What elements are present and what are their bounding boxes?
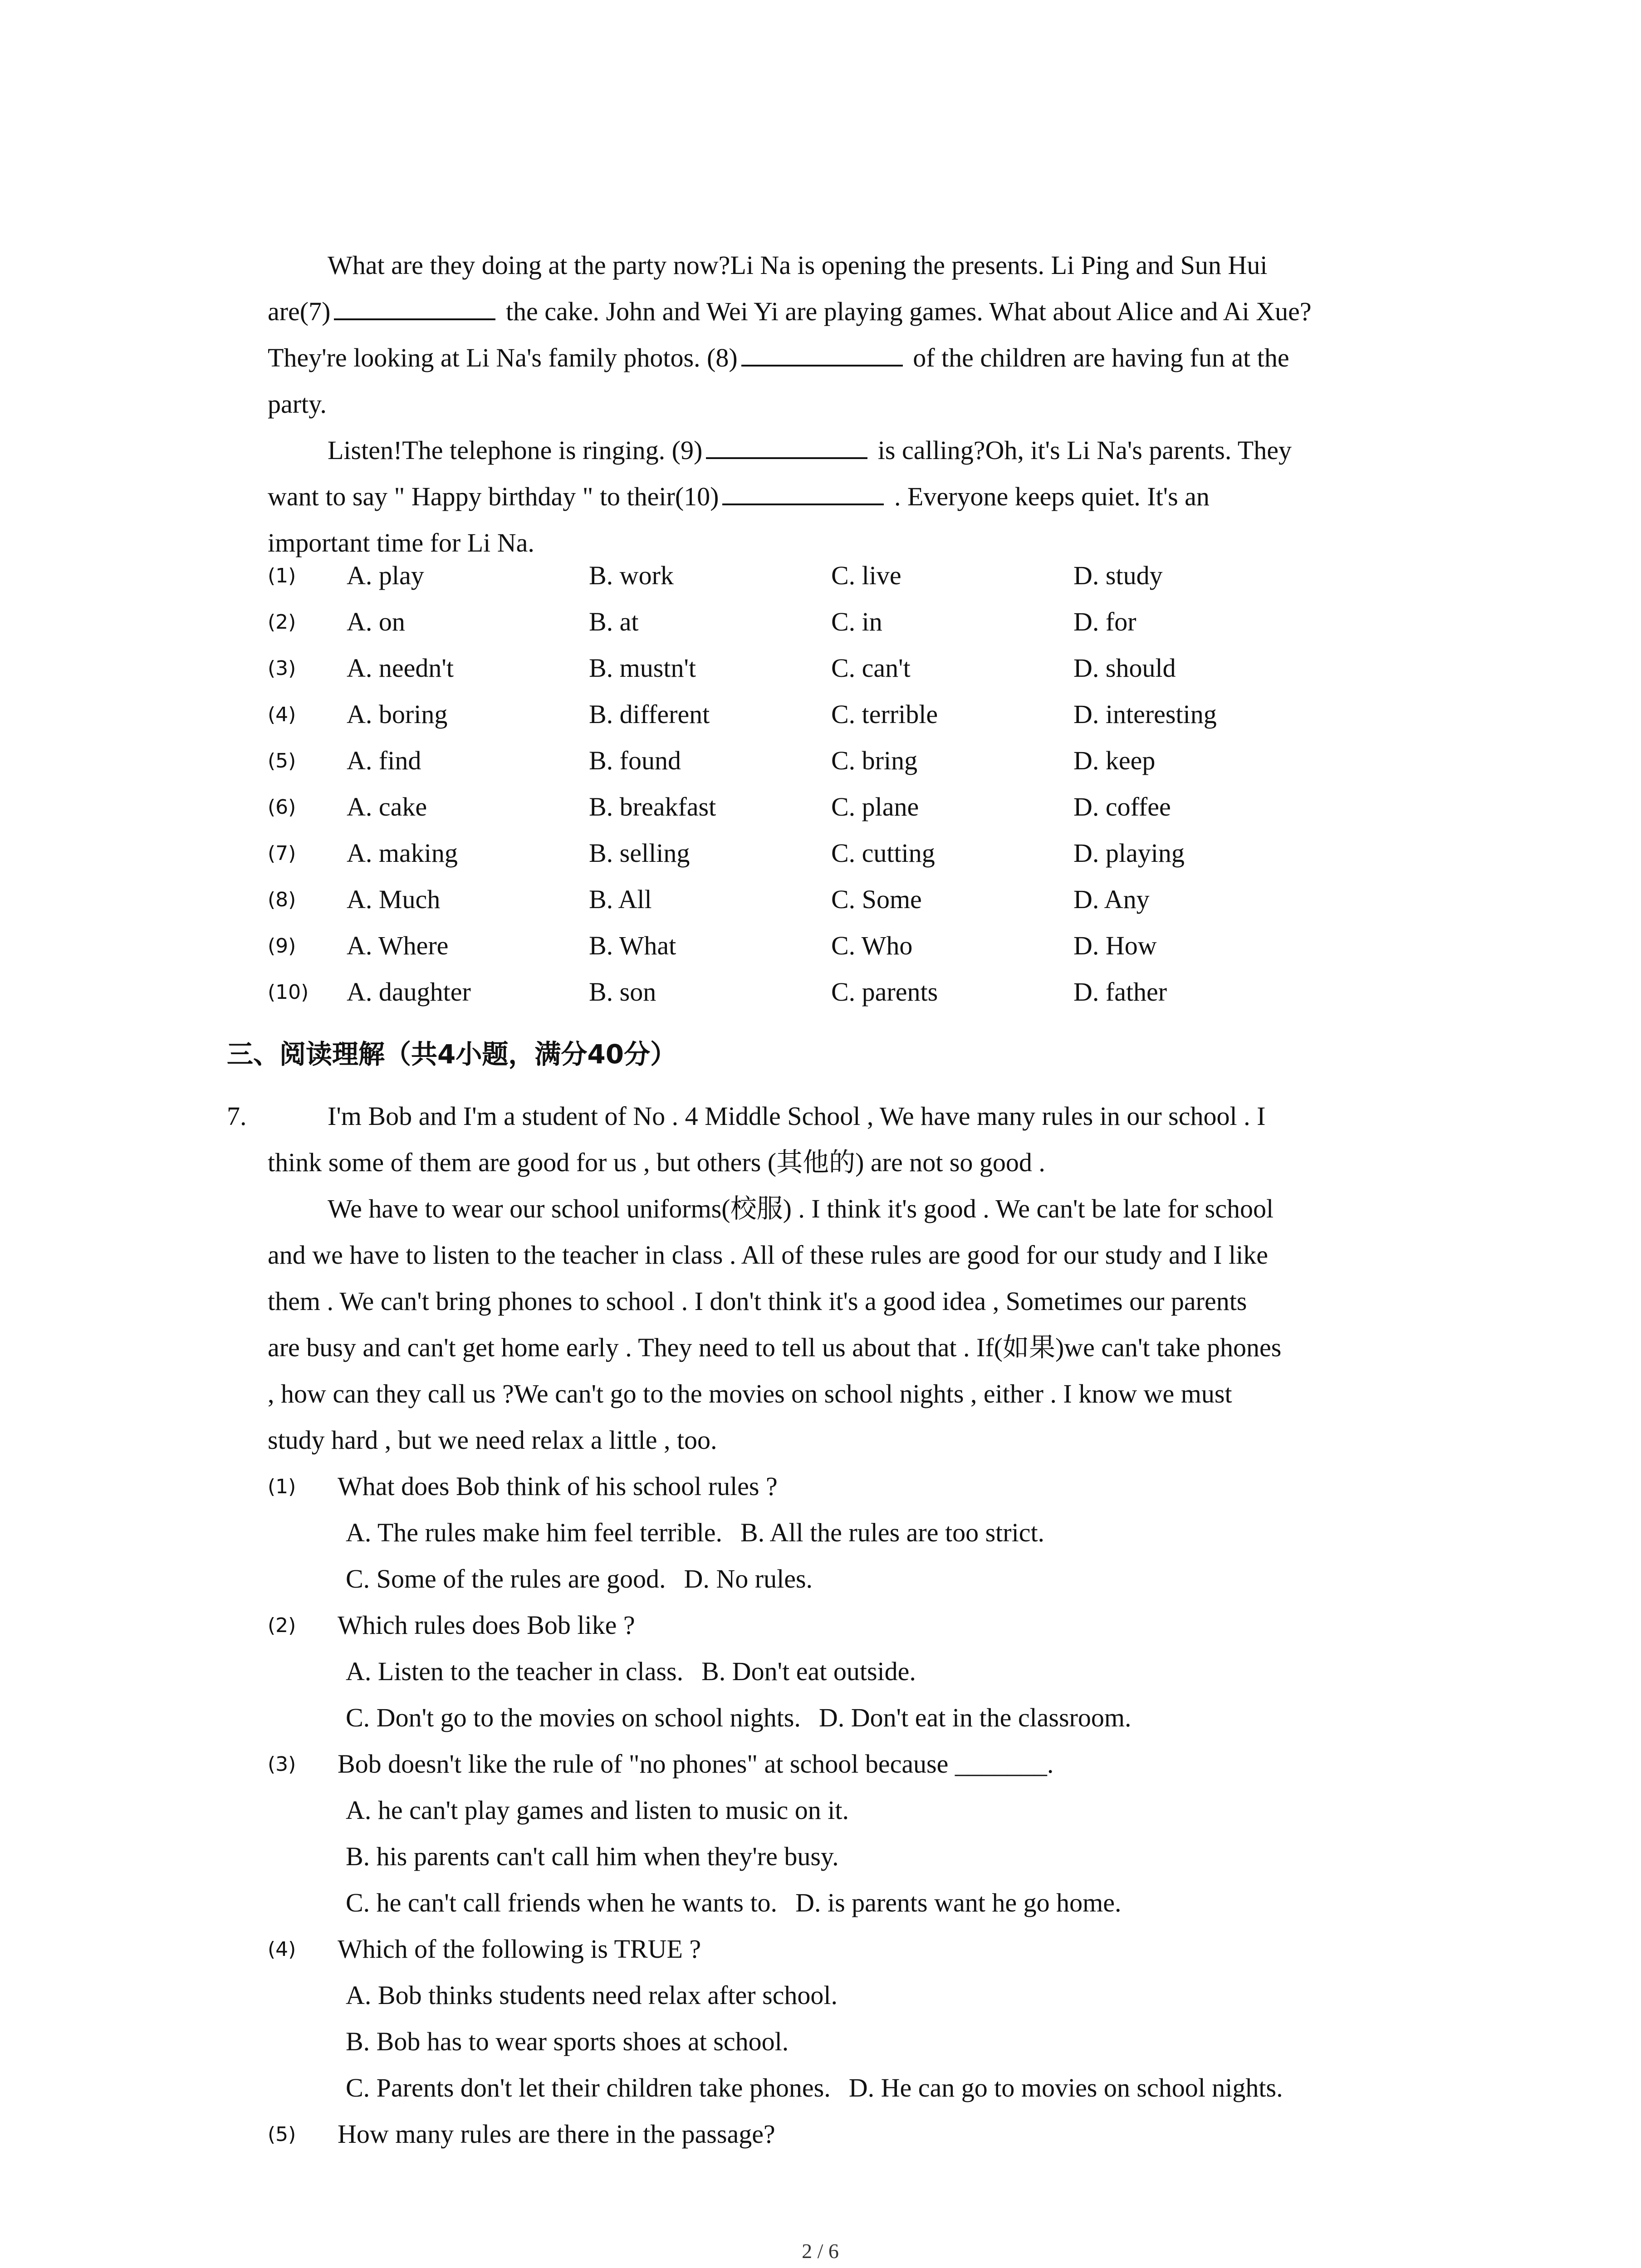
question-text: Bob doesn't like the rule of "no phones" at school because _______.	[338, 1750, 1054, 1779]
question-number: (3)	[268, 1754, 296, 1776]
option-a[interactable]: A. Where	[347, 932, 449, 961]
option-c[interactable]: C. live	[831, 562, 901, 591]
option-b[interactable]: B. All the rules are too strict.	[740, 1519, 1045, 1548]
option-b[interactable]: B. Bob has to wear sports shoes at school.	[346, 2028, 789, 2057]
option-d[interactable]: D. study	[1073, 562, 1163, 591]
passage-text: of the children are having fun at the	[913, 344, 1289, 373]
option-b[interactable]: B. breakfast	[589, 793, 716, 822]
option-d[interactable]: D. father	[1073, 978, 1167, 1007]
question-number: (8)	[268, 889, 296, 912]
answer-blank-9[interactable]	[706, 429, 867, 459]
passage-line: are busy and can't get home early . They need to tell us about that . If(如果)we can't take phones	[268, 1334, 1282, 1363]
question-number: (1)	[268, 1476, 296, 1499]
passage-line: them . We can't bring phones to school . I don't think it's a good idea , Sometimes our parents	[268, 1287, 1247, 1316]
option-line	[346, 1788, 849, 1834]
option-b[interactable]: B. Don't eat outside.	[701, 1657, 916, 1686]
passage-text: want to say " Happy birthday " to their(10)	[268, 483, 719, 512]
passage-line: We have to wear our school uniforms(校服) . I think it's good . We can't be late for school	[328, 1195, 1274, 1224]
option-line	[346, 1649, 916, 1696]
option-c[interactable]: C. plane	[831, 793, 919, 822]
answer-blank-7[interactable]	[334, 290, 495, 320]
option-c[interactable]: C. he can't call friends when he wants to.	[346, 1889, 778, 1918]
option-a[interactable]: A. Listen to the teacher in class.	[346, 1657, 684, 1686]
passage-text: . Everyone keeps quiet. It's an	[894, 483, 1210, 512]
option-d[interactable]: D. Any	[1073, 885, 1150, 914]
option-a[interactable]: A. Much	[347, 885, 441, 914]
option-b[interactable]: B. son	[589, 978, 656, 1007]
option-line	[346, 1696, 1132, 1742]
passage-line: think some of them are good for us , but others (其他的) are not so good .	[268, 1149, 1045, 1178]
option-line	[346, 1510, 1044, 1557]
passage-line: important time for Li Na.	[268, 529, 534, 558]
option-b[interactable]: B. What	[589, 932, 676, 961]
question-number: (2)	[268, 1615, 296, 1637]
option-d[interactable]: D. coffee	[1073, 793, 1171, 822]
option-a[interactable]: A. boring	[347, 700, 448, 729]
option-d[interactable]: D. for	[1073, 608, 1136, 637]
option-line	[346, 1881, 1121, 1927]
option-b[interactable]: B. his parents can't call him when they're busy.	[346, 1843, 839, 1872]
option-a[interactable]: A. on	[347, 608, 405, 637]
option-d[interactable]: D. No rules.	[684, 1565, 813, 1594]
option-b[interactable]: B. mustn't	[589, 654, 696, 683]
option-a[interactable]: A. find	[347, 747, 421, 776]
option-c[interactable]: C. Parents don't let their children take phones.	[346, 2074, 831, 2103]
option-line	[346, 1973, 838, 2019]
question-number: (9)	[268, 935, 296, 958]
question-number: (4)	[268, 1939, 296, 1961]
question-number: (10)	[268, 982, 309, 1004]
option-d[interactable]: D. Don't eat in the classroom.	[818, 1704, 1132, 1733]
question-text: What does Bob think of his school rules ?	[338, 1472, 778, 1501]
option-b[interactable]: B. selling	[589, 839, 690, 868]
passage-text: the cake. John and Wei Yi are playing games. What about Alice and Ai Xue?	[505, 298, 1312, 327]
option-c[interactable]: C. Don't go to the movies on school nights.	[346, 1704, 801, 1733]
option-c[interactable]: C. in	[831, 608, 882, 637]
page-number: 2 / 6	[802, 2240, 839, 2263]
option-d[interactable]: D. He can go to movies on school nights.	[848, 2074, 1283, 2103]
passage-text: They're looking at Li Na's family photos. (8)	[268, 344, 738, 373]
answer-blank-8[interactable]	[741, 337, 903, 367]
question-number: (6)	[268, 797, 296, 819]
option-d[interactable]: D. playing	[1073, 839, 1185, 868]
option-d[interactable]: D. interesting	[1073, 700, 1217, 729]
option-b[interactable]: B. found	[589, 747, 681, 776]
passage-line: party.	[268, 390, 327, 419]
cloze-passage-end	[268, 243, 1447, 567]
option-line	[346, 1834, 839, 1881]
option-c[interactable]: C. Some	[831, 885, 922, 914]
option-a[interactable]: A. daughter	[347, 978, 471, 1007]
question-number: (2)	[268, 611, 296, 634]
question-number: (5)	[268, 750, 296, 773]
option-a[interactable]: A. he can't play games and listen to music on it.	[346, 1796, 849, 1825]
question-number: (1)	[268, 565, 296, 588]
option-b[interactable]: B. work	[589, 562, 674, 591]
option-c[interactable]: C. Some of the rules are good.	[346, 1565, 666, 1594]
passage-text: is calling?Oh, it's Li Na's parents. They	[877, 436, 1292, 465]
question-number-main: 7.	[227, 1102, 247, 1131]
option-line	[346, 2066, 1283, 2112]
option-b[interactable]: B. at	[589, 608, 639, 637]
option-a[interactable]: A. The rules make him feel terrible.	[346, 1519, 722, 1548]
reading-passage	[268, 1094, 1447, 1464]
option-line	[346, 1557, 813, 1603]
question-text: Which of the following is TRUE ?	[338, 1935, 701, 1964]
passage-line	[268, 474, 1447, 521]
passage-line: I'm Bob and I'm a student of No . 4 Middle School , We have many rules in our school . I	[328, 1102, 1266, 1131]
option-a[interactable]: A. Bob thinks students need relax after school.	[346, 1981, 838, 2010]
option-line	[346, 2019, 789, 2066]
passage-line: , how can they call us ?We can't go to the movies on school nights , either . I know we must	[268, 1380, 1232, 1409]
passage-line	[268, 336, 1447, 382]
option-b[interactable]: B. different	[589, 700, 710, 729]
question-number: (3)	[268, 658, 296, 680]
passage-text: are(7)	[268, 298, 331, 327]
option-d[interactable]: D. should	[1073, 654, 1176, 683]
option-d[interactable]: D. keep	[1073, 747, 1156, 776]
option-c[interactable]: C. terrible	[831, 700, 938, 729]
option-c[interactable]: C. parents	[831, 978, 938, 1007]
option-a[interactable]: A. needn't	[347, 654, 454, 683]
option-a[interactable]: A. cake	[347, 793, 427, 822]
option-b[interactable]: B. All	[589, 885, 652, 914]
option-c[interactable]: C. can't	[831, 654, 911, 683]
question-text: How many rules are there in the passage?	[338, 2120, 775, 2149]
question-number: (4)	[268, 704, 296, 727]
option-d[interactable]: D. How	[1073, 932, 1157, 961]
answer-blank-10[interactable]	[722, 475, 884, 505]
passage-line: What are they doing at the party now?Li Na is opening the presents. Li Ping and Sun Hui	[328, 251, 1268, 280]
passage-line: study hard , but we need relax a little , too.	[268, 1426, 717, 1455]
passage-line: and we have to listen to the teacher in class . All of these rules are good for our study and I like	[268, 1241, 1268, 1270]
section-heading: 三、阅读理解（共4小题，满分40分）	[227, 1039, 677, 1070]
question-text: Which rules does Bob like ?	[338, 1611, 635, 1640]
passage-line	[268, 428, 1447, 474]
option-a[interactable]: A. making	[347, 839, 458, 868]
question-number: (7)	[268, 843, 296, 865]
question-number: (5)	[268, 2124, 296, 2146]
passage-text: Listen!The telephone is ringing. (9)	[328, 436, 703, 465]
passage-line	[268, 289, 1447, 336]
option-c[interactable]: C. bring	[831, 747, 918, 776]
option-c[interactable]: C. cutting	[831, 839, 935, 868]
option-c[interactable]: C. Who	[831, 932, 913, 961]
option-a[interactable]: A. play	[347, 562, 424, 591]
option-d[interactable]: D. is parents want he go home.	[795, 1889, 1122, 1918]
